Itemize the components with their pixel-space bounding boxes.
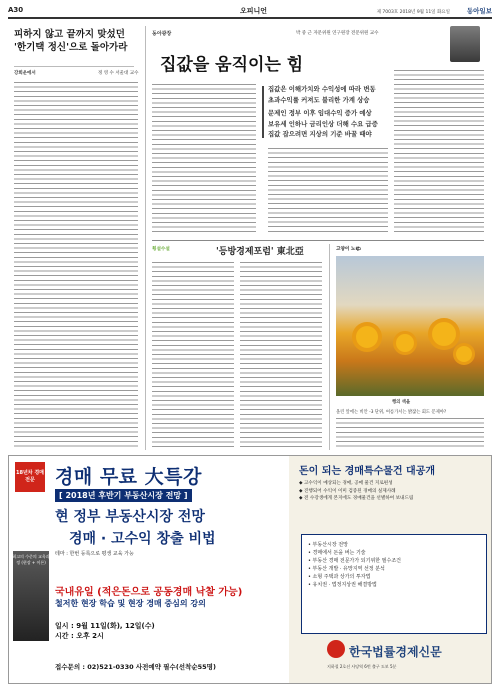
ad-sponsor-logo: 한국법률경제신문 [349, 645, 442, 659]
ad-headline-2: 경매 · 고수익 창출 비법 [69, 531, 216, 547]
page-number: A30 [8, 6, 24, 14]
sunflower-icon [396, 334, 414, 352]
issue-date: 제 7003호 2018년 9월 11일 화요일 [376, 10, 450, 15]
curriculum-item: • 부동산시장 전망 [308, 542, 348, 548]
photo-text: 올린 앞에는 비안 -3 단위, 여름가서는 밝잖는 회도 문제야? [336, 410, 447, 415]
advertisement [8, 455, 492, 684]
sunflower-photo [336, 256, 484, 396]
ad-right-item: ◆ 진행되어 수익이 이미 검증된 경매의 실제사례 [299, 488, 396, 494]
sunflower-icon [432, 322, 456, 346]
ad-left-panel [9, 456, 289, 683]
page-header [8, 5, 492, 19]
mid-lead-quotes: 집값은 이해가치와 수익성에 따라 변동 초과수익률 커져도 불리한 가계 상승 문제인 정부 이후 임대수익 증가 예상 보유세 인하나 금리인상 더해 수요 급증 집값 잡으려면 지상의 기준 바꿀 때야 [268, 85, 378, 138]
photo-text-body [336, 418, 484, 450]
sub-headline: '등방경제포럼' 東北亞 [216, 247, 304, 257]
photo-label: 고양이 노🌤 [336, 247, 362, 252]
mid-article-body-2 [268, 148, 388, 234]
sunflower-icon [456, 346, 472, 362]
curriculum-item: • 유치권 · 법정지상권 해결방법 [308, 582, 377, 588]
left-divider [14, 66, 134, 67]
ad-title: 경매 무료 大특강 [55, 466, 202, 488]
mid-headline: 집값을 움직이는 힘 [160, 55, 304, 75]
column-label: 동아광장 [152, 31, 172, 37]
seal-icon [327, 640, 345, 658]
sunflower-icon [356, 326, 378, 348]
sub-column-label: 횡설수설 [152, 247, 170, 252]
ad-right-item: ◆ 고수익이 예상되는 경매, 공매 물건 지로편성 [299, 481, 393, 486]
left-article-body [14, 82, 138, 450]
mid-article-body-3 [394, 70, 484, 234]
ad-subtitle: [ 2018년 후반기 부동산시장 전망 ] [55, 489, 192, 502]
left-column-name: 강희운에서 [14, 71, 36, 76]
curriculum-item: • 소형 주택과 상가의 투자법 [308, 574, 371, 580]
ad-address: 지하철 2호선 사당역 6번 출구 도보 5분 [327, 664, 397, 669]
author-photo [450, 26, 480, 62]
ad-badge: 18년차 경매전문 [15, 462, 45, 492]
ad-phone: 접수문의 : 02)521-0330 사전예약 필수(선착순55명) [55, 663, 216, 671]
ad-headline-1: 현 정부 부동산시장 전망 [55, 509, 205, 525]
section-title: 오피니언 [240, 7, 268, 15]
sub-article-body-2 [240, 262, 322, 450]
photo-caption: 행의 색을 [392, 400, 411, 405]
sub-article-body-1 [152, 262, 234, 450]
mid-section-divider [152, 240, 484, 241]
ad-right-item: ◆ 전 수강생에게 본지에도 경매물건을 선별하여 보내드림 [299, 496, 414, 501]
column-divider [145, 26, 146, 450]
mid-article-body-1 [152, 84, 256, 234]
ad-theme: 테마 : 한번 등록으로 평생 교육 가능 [55, 551, 134, 557]
curriculum-item: • 부동산 경매 전문가가 되기위한 필수조건 [308, 558, 402, 564]
ad-red-text: 국내유일 (적은돈으로 공동경매 낙찰 가능) [55, 587, 243, 598]
lead-bar [262, 86, 264, 138]
left-author: 정 영 수 서울대 교수 [98, 71, 139, 76]
ad-right-title: 돈이 되는 경매특수물건 대공개 [299, 466, 436, 477]
ad-image-caption: 최고의 수준의 교육과정 (현장 + 이론) [12, 554, 50, 565]
sub-column-divider [329, 244, 330, 450]
ad-blue-text: 철저한 현장 학습 및 현장 경매 중심의 강의 [55, 599, 206, 608]
ad-right-list [299, 480, 489, 503]
ad-curriculum-box [301, 534, 487, 634]
curriculum-item: • 부동산 개발 · 유망지역 선정 분석 [308, 566, 385, 572]
ad-dates: 일시 : 9월 11일(화), 12일(수) 시간 : 오후 2시 [55, 622, 155, 640]
left-headline: 피하지 않고 끝까지 맞섰던 '한기택 정신'으로 돌아가라 [14, 29, 128, 53]
curriculum-item: • 경매에서 돈을 버는 기술 [308, 550, 366, 556]
mid-author: 박 중 근 자문위원 연구원장 전문위원 교수 [296, 31, 379, 36]
newspaper-logo: 동아일보 [466, 7, 492, 15]
